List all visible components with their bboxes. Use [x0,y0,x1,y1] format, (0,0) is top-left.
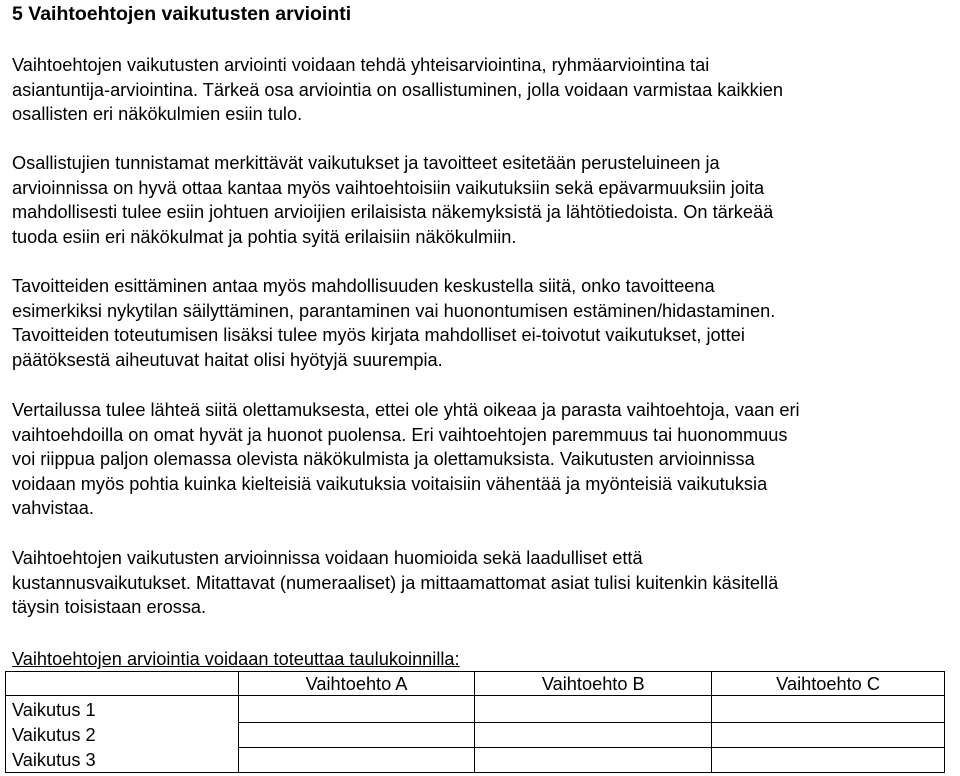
table-cell [475,723,712,748]
text-line: tuoda esiin eri näkökulmat ja pohtia syitä erilaisiin näkökulmiin. [12,226,517,247]
assessment-table [5,671,945,773]
text-line: osallisten eri näkökulmien esiin tulo. [12,104,303,125]
table-row-label: Vaikutus 1 [6,696,239,723]
paragraph-goals [12,274,952,372]
text-line: Osallistujien tunnistamat merkittävät vaikutukset ja tavoitteet esitetään perusteluineen ja [12,153,720,173]
paragraph-table-intro [12,647,952,672]
table-cell [475,696,712,723]
table-header-cell: Vaihtoehto C [712,672,945,696]
table-cell [238,748,475,773]
text-line: vahvistaa. [12,498,94,519]
text-line: päätöksestä aiheutuvat haitat olisi hyötyjä suurempia. [12,349,443,370]
section-heading: 5 Vaihtoehtojen vaikutusten arviointi [12,3,352,25]
table-header-cell: Vaihtoehto B [475,672,712,696]
text-line: voidaan myös pohtia kuinka kielteisiä vaikutuksia voitaisiin vähentää ja myönteisiä vaikutuksia [12,473,768,494]
table-row [6,696,945,723]
paragraph-cost-impacts [12,546,952,620]
table-caption: Vaihtoehtojen arviointia voidaan toteuttaa taulukoinnilla: [12,649,460,669]
table-cell [712,748,945,773]
text-line: kustannusvaikutukset. Mitattavat (numeraaliset) ja mittaamattomat asiat tulisi kuitenkin käsitellä [12,572,779,593]
text-line: Tavoitteiden toteutumisen lisäksi tulee myös kirjata mahdolliset ei-toivotut vaikutukset, jottei [12,325,745,346]
table-cell [712,723,945,748]
table-row [6,748,945,773]
paragraph-assessment-methods [12,53,952,127]
text-line: Tavoitteiden esittäminen antaa myös mahdollisuuden keskustella siitä, onko tavoitteena [12,276,715,296]
table-row [6,723,945,748]
table-cell [238,696,475,723]
paragraph-participants-impacts [12,151,952,249]
table-row-label: Vaikutus 2 [6,723,239,748]
text-line: voi riippua paljon olemassa olevista näkökulmista ja olettamuksista. Vaikutusten arvioinnissa [12,449,755,470]
table-row-label: Vaikutus 3 [6,748,239,773]
table-cell [475,748,712,773]
text-line: Vaihtoehtojen vaikutusten arviointi voidaan tehdä yhteisarviointina, ryhmäarviointina tai [12,55,710,75]
text-line: vaihtoehdoilla on omat hyvät ja huonot puolensa. Eri vaihtoehtojen paremmuus tai huonommuus [12,424,788,445]
table-header-cell: Vaihtoehto A [238,672,475,696]
table-cell [712,696,945,723]
text-line: täysin toisistaan erossa. [12,597,207,618]
text-line: asiantuntija-arviointina. Tärkeä osa arviointia on osallistuminen, jolla voidaan varmistaa kaikkien [12,79,784,100]
table-cell [238,723,475,748]
text-line: Vaihtoehtojen vaikutusten arvioinnissa voidaan huomioida sekä laadulliset että [12,548,643,568]
text-line: esimerkiksi nykytilan säilyttäminen, parantaminen vai huonontumisen estäminen/hidastaminen. [12,300,776,321]
table-header-cell [6,672,239,696]
text-line: arvioinnissa on hyvä ottaa kantaa myös vaihtoehtoisiin vaikutuksiin sekä epävarmuuksiin joita [12,177,765,198]
text-line: Vertailussa tulee lähteä siitä olettamuksesta, ettei ole yhtä oikeaa ja parasta vaihtoehtoja, vaan eri [12,400,800,420]
table-header-row [6,672,945,696]
text-line: mahdollisesti tulee esiin johtuen arvioijien erilaisista näkemyksistä ja lähtötiedoista. On tärkeää [12,202,774,223]
paragraph-comparison [12,398,952,521]
